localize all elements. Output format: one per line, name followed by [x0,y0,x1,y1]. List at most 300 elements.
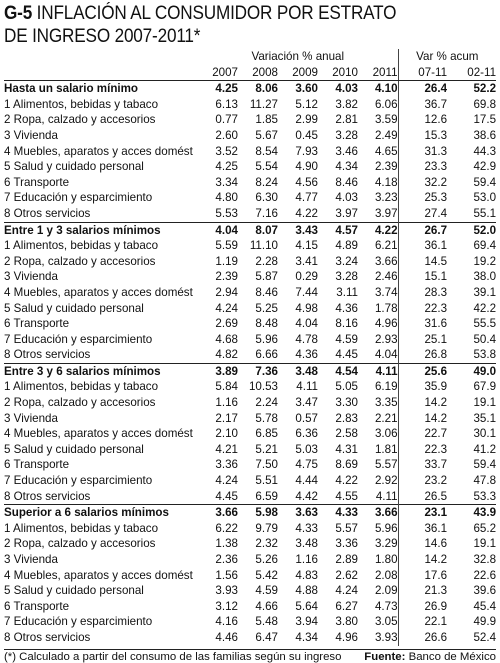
row-value: 31.3 [398,144,447,160]
row-value: 4.73 [374,599,398,613]
row-value: 2.39 [374,160,398,174]
table-row [4,457,496,473]
row-value: 53.3 [473,489,497,503]
row-value: 5.26 [255,553,278,566]
row-value: 3.36 [215,458,238,472]
row-value: 14.2 [398,411,447,427]
row-value: 2.36 [215,553,238,566]
row-value: 4.89 [335,239,358,253]
row-value: 3.12 [215,599,238,613]
row-value: 4.18 [374,175,398,189]
row-value: 2.46 [374,270,398,284]
row-value: 25.3 [398,190,447,206]
title-line-2: DE INGRESO 2007-2011* [4,25,201,47]
row-label: 1 Alimentos, bebidas y tabaco [4,521,159,535]
row-value: 67.9 [473,380,497,394]
table-row [4,552,496,568]
row-value: 12.6 [398,112,447,128]
row-value: 4.24 [215,474,238,488]
row-value: 5.67 [255,128,278,142]
row-value: 3.94 [295,615,318,629]
row-value: 39.1 [473,285,497,299]
table-row [4,97,496,113]
row-value: 26.9 [398,599,447,615]
row-value: 0.77 [215,113,238,127]
section-value: 4.04 [198,222,238,238]
row-value: 38.6 [473,128,497,142]
row-value: 5.57 [374,458,398,472]
section-value: 43.9 [447,505,496,521]
group-header-acum: Var % acum [398,49,496,65]
section-value: 3.66 [358,505,398,521]
section-value: 4.57 [318,222,358,238]
row-value: 5.12 [295,97,318,111]
row-value: 26.8 [398,347,447,363]
row-label: 6 Transporte [4,599,70,613]
row-label: 3 Vivienda [4,270,58,284]
row-value: 6.66 [255,348,278,362]
section-value: 23.1 [398,505,447,521]
row-value: 4.59 [255,584,278,598]
row-label: 1 Alimentos, bebidas y tabaco [4,97,159,111]
row-value: 6.59 [255,489,278,503]
row-value: 2.58 [335,427,358,441]
row-value: 14.2 [398,395,447,411]
source-value: Banco de México [408,650,496,663]
row-value: 5.64 [295,599,318,613]
row-value: 11.27 [249,97,278,111]
table-row [4,269,496,285]
row-value: 3.80 [335,615,358,629]
year-header: 2007 [198,65,238,81]
row-value: 3.46 [335,144,358,158]
row-value: 2.09 [374,584,398,598]
row-value: 11.10 [249,239,278,253]
row-value: 19.2 [473,254,497,268]
row-value: 5.53 [215,206,238,220]
row-label: 7 Educación y esparcimiento [4,474,153,488]
row-value: 4.11 [296,380,318,394]
table-row [4,316,496,332]
row-value: 8.46 [255,285,278,299]
row-value: 3.28 [335,128,358,142]
row-value: 3.93 [374,630,398,644]
row-label: 2 Ropa, calzado y accesorios [4,537,156,551]
row-value: 22.3 [398,442,447,458]
table-row [4,426,496,442]
title-line-1 [4,2,497,25]
section-title: Superior a 6 salarios mínimos [4,505,198,521]
table-row [4,442,496,458]
row-label: 5 Salud y cuidado personal [4,442,144,456]
section-value: 3.66 [198,505,238,521]
section-value: 8.07 [238,222,278,238]
row-value: 4.24 [335,584,358,598]
section-value: 3.89 [198,363,238,379]
row-value: 5.57 [335,521,358,535]
row-label: 5 Salud y cuidado personal [4,584,144,598]
row-value: 4.96 [374,317,398,331]
row-value: 9.79 [255,521,278,535]
row-value: 17.6 [398,568,447,584]
row-value: 8.16 [335,317,358,331]
section-title: Hasta un salario mínimo [4,82,139,96]
year-header-row [4,65,496,81]
row-value: 42.2 [473,301,497,315]
row-label: 7 Educación y esparcimiento [4,615,153,629]
row-value: 4.42 [295,489,318,503]
row-value: 3.34 [215,175,238,189]
year-header: 2009 [278,65,318,81]
row-value: 53.8 [473,348,497,362]
row-value: 4.21 [215,442,238,456]
row-value: 3.30 [335,396,358,410]
row-value: 2.21 [374,411,398,425]
row-value: 32.2 [398,175,447,191]
row-value: 4.22 [335,474,358,488]
section-header-row [4,505,496,521]
inflation-table [4,49,496,646]
row-value: 7.50 [255,458,278,472]
row-value: 47.8 [473,474,497,488]
row-value: 22.6 [473,568,497,582]
row-value: 8.48 [255,317,278,331]
row-value: 4.25 [215,160,238,174]
row-value: 6.30 [255,191,278,205]
row-value: 6.06 [374,97,398,111]
row-value: 1.16 [295,553,318,566]
row-label: 7 Educación y esparcimiento [4,332,153,346]
section-value: 3.48 [278,363,318,379]
row-value: 4.36 [335,301,358,315]
row-value: 2.60 [215,128,238,142]
table-row [4,332,496,348]
table-row [4,128,496,144]
section-header-row [4,222,496,238]
title-text-1: INFLACIÓN AL CONSUMIDOR POR ESTRATO [36,2,397,24]
row-value: 3.11 [336,285,358,299]
row-value: 53.0 [473,191,497,205]
table-row [4,144,496,160]
section-value: 4.25 [215,82,238,96]
row-value: 69.8 [473,97,497,111]
section-title: Entre 1 y 3 salarios mínimos [4,222,198,238]
row-value: 4.56 [295,175,318,189]
table-row [4,301,496,317]
row-value: 4.68 [215,332,238,346]
section-value: 3.60 [295,82,318,96]
row-value: 49.9 [473,615,497,629]
row-value: 3.05 [374,615,398,629]
row-value: 3.48 [295,537,318,551]
section-value: 5.98 [238,505,278,521]
row-value: 4.88 [295,584,318,598]
row-value: 5.25 [255,301,278,315]
row-value: 10.53 [248,380,278,394]
row-value: 3.06 [374,427,398,441]
section-header-row [4,363,496,379]
row-value: 38.0 [473,270,497,284]
row-value: 33.7 [398,457,447,473]
row-value: 1.85 [255,113,278,127]
table-row [4,347,496,363]
row-label: 3 Vivienda [4,411,58,425]
row-value: 4.75 [295,458,318,472]
row-value: 52.4 [473,630,497,644]
row-value: 65.2 [473,521,497,535]
year-header: 2010 [318,65,358,81]
row-value: 7.93 [295,144,318,158]
row-value: 35.1 [473,411,497,425]
section-title: Entre 3 y 6 salarios mínimos [4,363,198,379]
row-value: 3.59 [374,113,398,127]
row-value: 1.19 [215,254,238,268]
row-value: 14.2 [398,552,447,568]
row-value: 2.17 [215,411,238,425]
row-value: 4.59 [335,332,358,346]
row-value: 2.81 [335,113,358,127]
row-value: 1.16 [215,396,238,410]
row-value: 4.03 [335,191,358,205]
table-row [4,238,496,254]
row-value: 0.57 [295,411,318,425]
group-header-annual: Variación % anual [251,50,345,63]
row-value: 4.33 [295,521,318,535]
section-value: 3.63 [278,505,318,521]
row-label: 6 Transporte [4,317,70,331]
row-value: 4.98 [295,301,318,315]
row-label: 2 Ropa, calzado y accesorios [4,113,156,127]
row-value: 36.7 [398,97,447,113]
row-value: 2.94 [215,285,238,299]
row-value: 3.66 [374,254,398,268]
section-value: 8.06 [255,82,278,96]
row-value: 14.5 [398,254,447,270]
title-code: G-5 [4,2,33,24]
row-value: 15.3 [398,128,447,144]
row-value: 4.96 [335,630,358,644]
row-label: 6 Transporte [4,458,70,472]
row-value: 5.59 [215,239,238,253]
row-value: 42.9 [473,160,497,174]
row-value: 22.1 [398,614,447,630]
row-value: 4.80 [215,191,238,205]
section-value: 26.7 [398,222,447,238]
row-value: 6.27 [335,599,358,613]
row-value: 4.44 [295,474,318,488]
header-blank [4,65,198,81]
row-value: 3.35 [374,396,398,410]
row-value: 1.56 [215,568,238,582]
row-value: 4.45 [335,348,358,362]
row-value: 5.51 [255,474,278,488]
row-value: 2.93 [374,332,398,346]
row-value: 17.5 [473,113,497,127]
row-value: 3.97 [374,206,398,220]
row-label: 1 Alimentos, bebidas y tabaco [4,380,159,394]
row-value: 8.69 [335,458,358,472]
source [364,651,496,663]
section-value: 7.36 [238,363,278,379]
row-value: 3.82 [335,97,358,111]
header-blank [4,49,198,65]
row-value: 35.9 [398,379,447,395]
row-value: 30.1 [473,427,497,441]
row-value: 3.47 [295,396,318,410]
section-value: 49.0 [447,363,496,379]
row-value: 5.54 [255,160,278,174]
row-value: 4.82 [215,348,238,362]
row-value: 2.83 [335,411,358,425]
row-value: 1.78 [374,301,398,315]
table-row [4,614,496,630]
row-value: 4.04 [295,317,318,331]
row-value: 4.34 [295,630,318,644]
row-value: 22.3 [398,301,447,317]
row-value: 2.89 [335,553,358,566]
row-value: 4.36 [295,348,318,362]
row-value: 6.13 [215,97,238,111]
row-label: 4 Muebles, aparatos y acces domést [4,144,193,158]
row-value: 0.29 [295,270,318,284]
row-value: 2.28 [255,254,278,268]
row-value: 5.84 [215,380,238,394]
row-value: 8.24 [255,175,278,189]
acum-header: 02-11 [447,65,496,81]
row-value: 3.29 [374,537,398,551]
row-value: 2.69 [215,317,238,331]
row-value: 8.54 [255,144,278,158]
row-label: 5 Salud y cuidado personal [4,301,144,315]
row-value: 3.93 [215,584,238,598]
section-value: 26.4 [398,81,447,97]
row-value: 3.23 [374,191,398,205]
table-row [4,630,496,646]
footer [4,649,496,663]
table-row [4,159,496,175]
table-row [4,395,496,411]
row-value: 14.6 [398,536,447,552]
section-value: 3.43 [278,222,318,238]
row-value: 3.41 [295,254,318,268]
row-value: 44.3 [473,144,497,158]
table-row [4,536,496,552]
row-value: 50.4 [473,332,497,346]
row-value: 2.99 [295,113,318,127]
row-value: 4.83 [295,568,318,582]
row-value: 5.03 [295,442,318,456]
row-value: 41.2 [473,442,497,456]
row-value: 2.39 [215,270,238,284]
row-value: 23.2 [398,473,447,489]
row-value: 4.66 [255,599,278,613]
row-value: 31.6 [398,316,447,332]
row-value: 4.55 [335,489,358,503]
row-value: 6.21 [374,239,398,253]
row-value: 5.42 [255,568,278,582]
row-value: 36.1 [398,238,447,254]
row-value: 2.92 [374,474,398,488]
row-value: 27.4 [398,206,447,222]
row-value: 4.34 [335,160,358,174]
section-value: 4.33 [318,505,358,521]
row-value: 8.46 [335,175,358,189]
row-value: 4.77 [295,191,318,205]
row-value: 55.1 [473,206,497,220]
row-label: 5 Salud y cuidado personal [4,160,144,174]
row-value: 3.52 [215,144,238,158]
row-value: 5.78 [255,411,278,425]
table-row [4,568,496,584]
row-value: 21.3 [398,583,447,599]
row-value: 4.78 [295,332,318,346]
row-label: 3 Vivienda [4,553,58,566]
row-value: 5.96 [374,521,398,535]
section-value: 4.10 [374,82,398,96]
section-value: 4.11 [358,363,398,379]
row-value: 6.19 [374,380,398,394]
row-value: 28.3 [398,285,447,301]
row-value: 15.1 [398,269,447,285]
row-value: 7.44 [295,285,318,299]
document-title [4,2,497,48]
row-value: 4.11 [375,489,398,503]
row-label: 3 Vivienda [4,128,58,142]
row-value: 4.45 [215,489,238,503]
row-value: 2.10 [215,427,238,441]
row-value: 3.74 [374,285,398,299]
row-label: 8 Otros servicios [4,630,91,644]
row-value: 26.6 [398,630,447,646]
row-label: 8 Otros servicios [4,489,91,503]
row-label: 4 Muebles, aparatos y acces domést [4,568,193,582]
row-value: 1.38 [215,537,238,551]
row-value: 5.48 [255,615,278,629]
table-row [4,583,496,599]
row-value: 4.65 [374,144,398,158]
row-value: 4.04 [374,348,398,362]
row-value: 19.1 [473,537,497,551]
year-header: 2008 [238,65,278,81]
row-value: 22.7 [398,426,447,442]
row-value: 1.81 [374,442,398,456]
row-value: 19.1 [473,396,497,410]
year-header: 2011 [358,65,398,81]
row-value: 4.15 [295,239,318,253]
section-value: 25.6 [398,363,447,379]
row-value: 3.97 [335,206,358,220]
row-value: 1.80 [374,553,398,566]
table-row [4,254,496,270]
row-value: 45.4 [473,599,497,613]
row-value: 4.46 [215,630,238,644]
row-value: 4.24 [215,301,238,315]
row-value: 0.45 [295,128,318,142]
row-label: 8 Otros servicios [4,348,91,362]
row-label: 2 Ropa, calzado y accesorios [4,396,156,410]
row-value: 26.5 [398,489,447,505]
row-value: 4.90 [295,160,318,174]
row-value: 55.5 [473,317,497,331]
row-value: 5.21 [255,442,278,456]
row-label: 6 Transporte [4,175,70,189]
source-label: Fuente: [364,650,406,663]
row-value: 6.85 [255,427,278,441]
row-label: 4 Muebles, aparatos y acces domést [4,427,193,441]
row-value: 5.05 [335,380,358,394]
table-row [4,379,496,395]
row-value: 36.1 [398,521,447,537]
